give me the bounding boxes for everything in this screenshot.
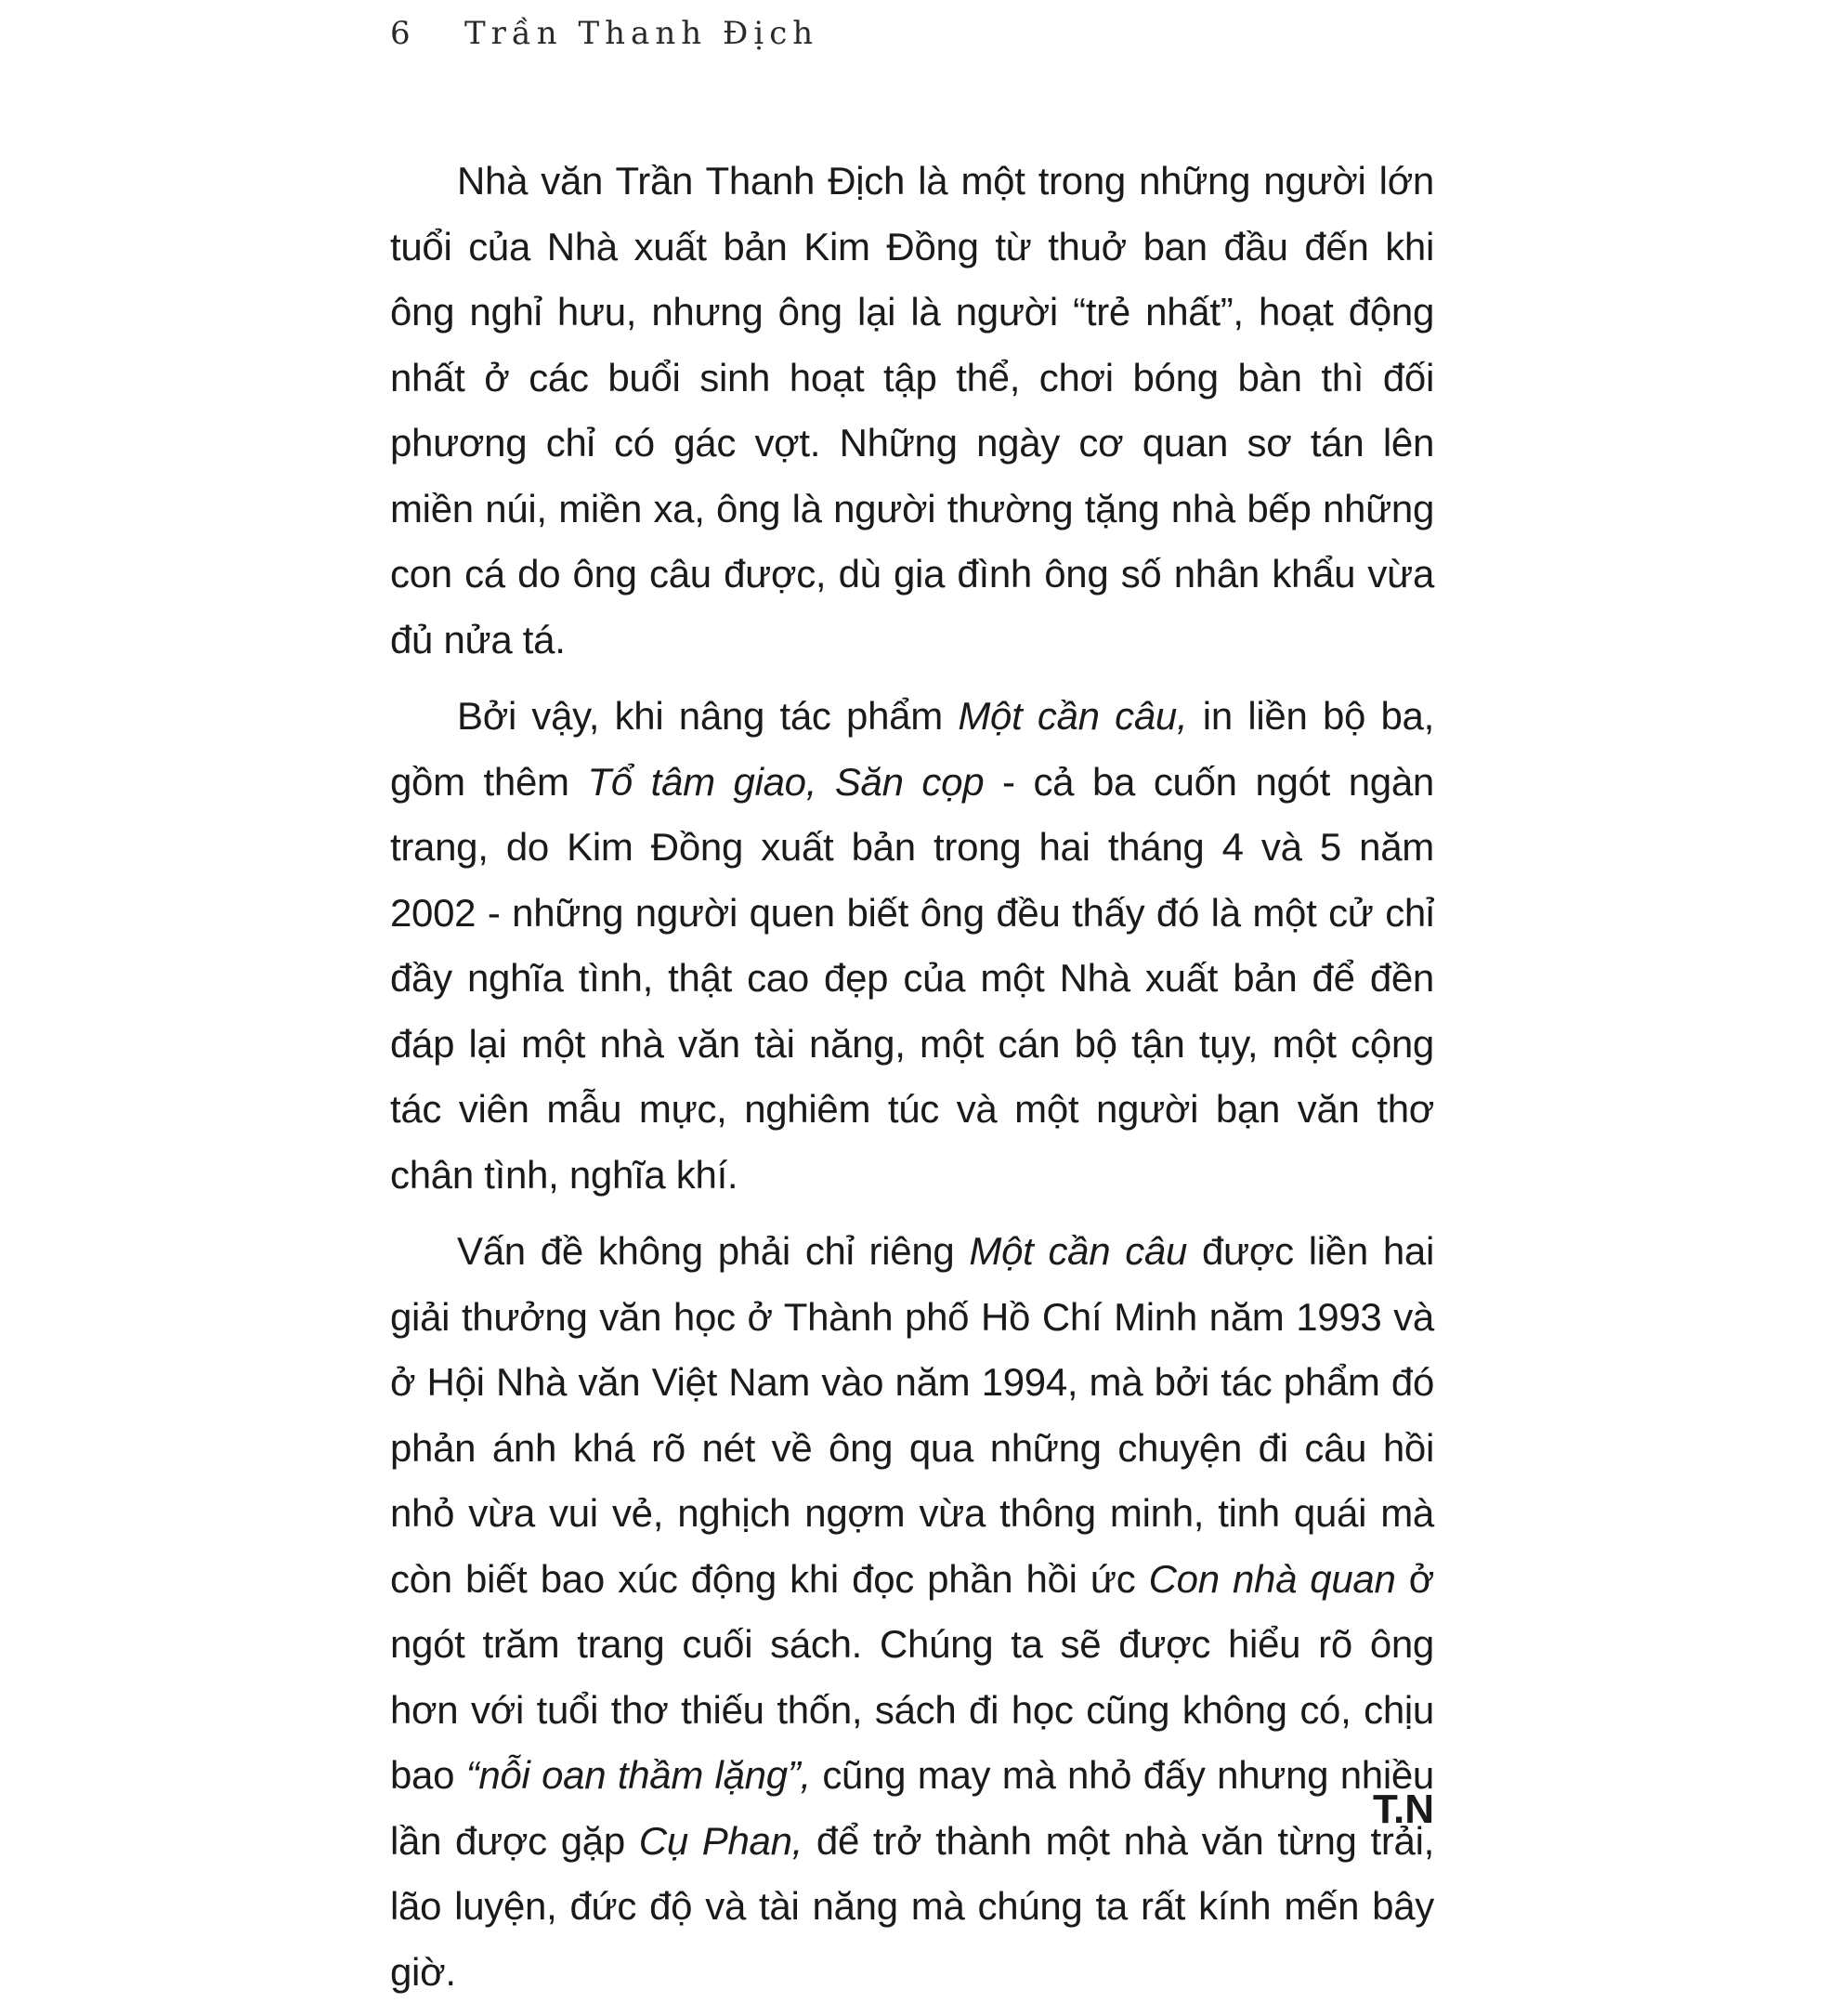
paragraph-1 [390, 149, 1434, 673]
book-title-italic: Một cần câu, [958, 694, 1188, 738]
text-segment: Vấn đề không phải chỉ riêng [457, 1229, 970, 1273]
text-segment: được liền hai giải thưởng văn học ở Thành phố Hồ Chí Minh năm 1993 và ở Hội Nhà văn Việt Nam vào năm 1994, mà bởi tác phẩm đó phản ánh khá rõ nét về ông qua những chuyện đi câu hồi nhỏ vừa vui vẻ, nghịch ngợm vừa thông minh, tinh quái mà còn biết bao xúc động khi đọc phần hồi ức [390, 1229, 1434, 1601]
text-segment: ở ngót trăm trang cuối sách. Chúng ta sẽ được hiểu rõ ông hơn với tuổi thơ thiếu thốn, sách đi học cũng không có, chịu bao [390, 1556, 1434, 1797]
book-title-italic: Con nhà quan [1148, 1556, 1396, 1601]
book-title-italic: Tổ tâm giao, Săn cọp [587, 759, 985, 804]
name-italic: Cụ Phan, [638, 1818, 803, 1863]
paragraph-3 [390, 1219, 1434, 2005]
text-segment: in liền bộ ba, gồm thêm [390, 694, 1434, 804]
text-segment: cũng may mà nhỏ đấy nhưng nhiều lần được gặp [390, 1753, 1434, 1863]
quoted-italic: “nỗi oan thầm lặng”, [465, 1753, 811, 1797]
text-segment: để trở thành một nhà văn từng trải, lão luyện, đức độ và tài năng mà chúng ta rất kính mến bây giờ. [390, 1818, 1435, 1994]
text-segment: - cả ba cuốn ngót ngàn trang, do Kim Đồng xuất bản trong hai tháng 4 và 5 năm 2002 - những người quen biết ông đều thấy đó là một cử chỉ đầy nghĩa tình, thật cao đẹp của một Nhà xuất bản để đền đáp lại một nhà văn tài năng, một cán bộ tận tụy, một cộng tác viên mẫu mực, nghiêm túc và một người bạn văn thơ chân tình, nghĩa khí. [390, 759, 1434, 1197]
author-initials: T.N [1373, 1787, 1434, 1832]
book-title-italic: Một cần câu [969, 1229, 1188, 1273]
running-title: Trần Thanh Địch [464, 15, 819, 52]
body-text [390, 149, 1434, 2016]
text-segment: Nhà văn Trần Thanh Địch là một trong những người lớn tuổi của Nhà xuất bản Kim Đồng từ thuở ban đầu đến khi ông nghỉ hưu, nhưng ông lại là người “trẻ nhất”, hoạt động nhất ở các buổi sinh hoạt tập thể, chơi bóng bàn thì đối phương chỉ có gác vợt. Những ngày cơ quan sơ tán lên miền núi, miền xa, ông là người thường tặng nhà bếp những con cá do ông câu được, dù gia đình ông số nhân khẩu vừa đủ nửa tá. [390, 159, 1434, 661]
page-number: 6 [390, 15, 411, 52]
running-head [390, 6, 818, 61]
text-segment: Bởi vậy, khi nâng tác phẩm [457, 694, 959, 738]
paragraph-2 [390, 684, 1434, 1208]
